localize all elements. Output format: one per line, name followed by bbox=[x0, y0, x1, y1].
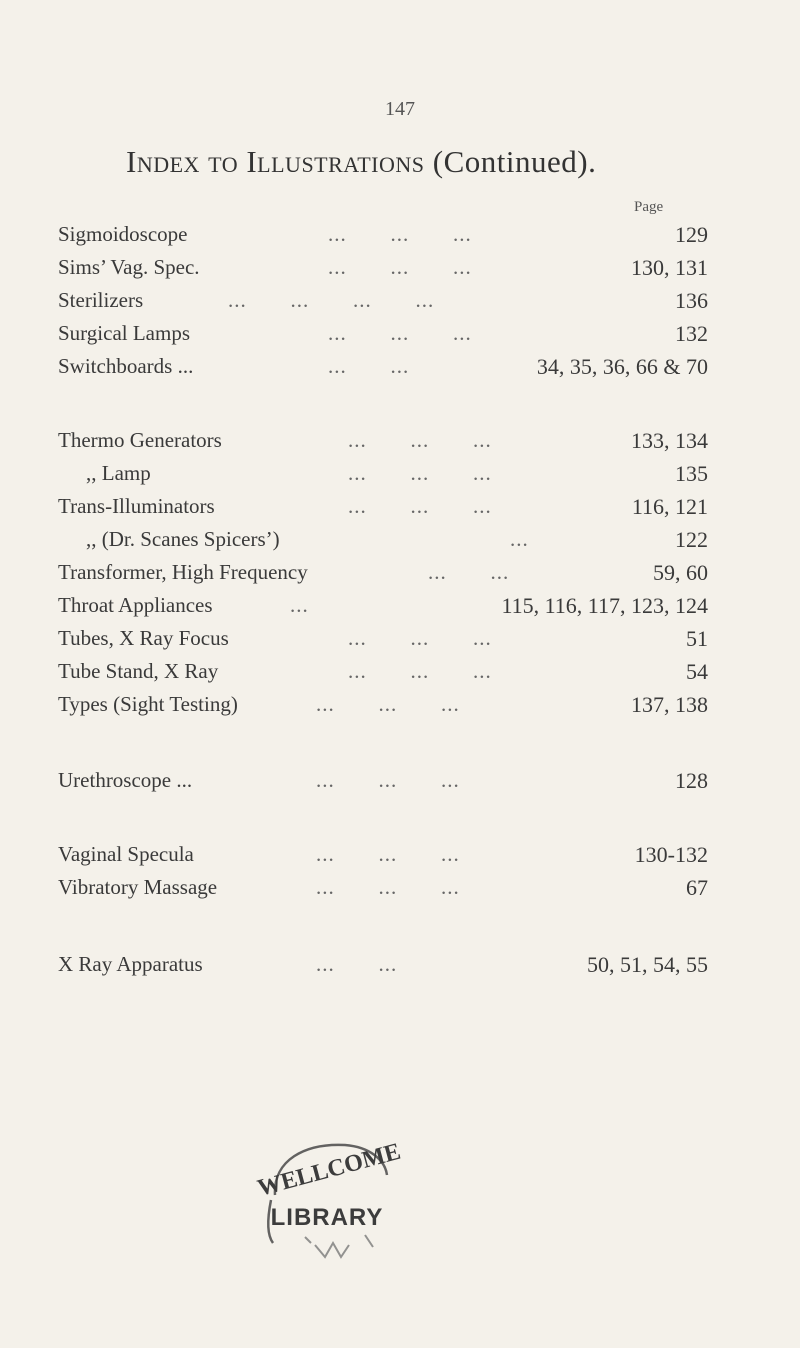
entry-name: Urethroscope ... bbox=[58, 768, 193, 792]
index-entry bbox=[58, 626, 708, 656]
index-entry bbox=[58, 692, 708, 722]
entry-pages: 129 bbox=[675, 222, 708, 247]
entry-name: ,, Lamp bbox=[86, 461, 151, 485]
index-entry bbox=[58, 527, 708, 557]
index-entry bbox=[58, 255, 708, 285]
index-entry bbox=[58, 593, 708, 623]
leader-dots: ... ... ... bbox=[316, 875, 460, 899]
index-entry bbox=[58, 560, 708, 590]
leader-dots: ... ... ... bbox=[328, 255, 472, 279]
index-entry bbox=[58, 321, 708, 351]
leader-dots: ... ... ... bbox=[348, 494, 492, 518]
leader-dots: ... bbox=[290, 593, 309, 617]
page-title bbox=[126, 144, 596, 180]
entry-name: Vaginal Specula bbox=[58, 842, 194, 866]
entry-pages: 116, 121 bbox=[631, 494, 708, 519]
entry-name: Thermo Generators bbox=[58, 428, 222, 452]
title-main: Index to Illustrations bbox=[126, 144, 425, 179]
entry-pages: 51 bbox=[686, 626, 708, 651]
entry-name: Surgical Lamps bbox=[58, 321, 191, 345]
entry-pages: 122 bbox=[675, 527, 708, 552]
entry-pages: 59, 60 bbox=[653, 560, 708, 585]
leader-dots: ... ... bbox=[428, 560, 510, 584]
entry-pages: 130, 131 bbox=[631, 255, 708, 280]
entry-name: Trans-Illuminators bbox=[58, 494, 215, 518]
entry-name: Sims’ Vag. Spec. bbox=[58, 255, 200, 279]
entry-pages: 130-132 bbox=[634, 842, 708, 867]
index-entry bbox=[58, 659, 708, 689]
entry-name: Switchboards ... bbox=[58, 354, 194, 378]
index-entry bbox=[58, 842, 708, 872]
leader-dots: ... ... bbox=[316, 952, 398, 976]
leader-dots: ... bbox=[510, 527, 529, 551]
page-number: 147 bbox=[385, 98, 415, 120]
leader-dots: ... ... bbox=[328, 354, 410, 378]
index-entry bbox=[58, 461, 708, 491]
library-stamp-icon bbox=[245, 1125, 405, 1265]
index-entry bbox=[58, 288, 708, 318]
page-column-label: Page bbox=[634, 199, 664, 215]
leader-dots: ... ... ... bbox=[316, 768, 460, 792]
entry-pages: 132 bbox=[675, 321, 708, 346]
entry-name: Types (Sight Testing) bbox=[58, 692, 238, 716]
index-entry bbox=[58, 768, 708, 798]
entry-name: Sigmoidoscope bbox=[58, 222, 188, 246]
entry-pages: 54 bbox=[686, 659, 708, 684]
entry-name: ,, (Dr. Scanes Spicers’) bbox=[86, 527, 280, 551]
title-continued: (Continued). bbox=[432, 144, 597, 179]
entry-pages: 34, 35, 36, 66 & 70 bbox=[536, 354, 708, 379]
entry-name: Throat Appliances bbox=[58, 593, 213, 617]
leader-dots: ... ... ... bbox=[348, 428, 492, 452]
entry-name: Tubes, X Ray Focus bbox=[58, 626, 229, 650]
entry-pages: 133, 134 bbox=[631, 428, 708, 453]
entry-pages: 136 bbox=[675, 288, 708, 313]
index-entry bbox=[58, 494, 708, 524]
index-entry bbox=[58, 354, 708, 384]
entry-pages: 137, 138 bbox=[631, 692, 708, 717]
entry-pages: 135 bbox=[675, 461, 708, 486]
svg-text:WELLCOME: WELLCOME bbox=[254, 1138, 404, 1202]
entry-name: Sterilizers bbox=[58, 288, 144, 312]
leader-dots: ... ... ... bbox=[348, 461, 492, 485]
leader-dots: ... ... ... bbox=[316, 842, 460, 866]
leader-dots: ... ... ... bbox=[328, 321, 472, 345]
index-entry bbox=[58, 428, 708, 458]
entry-pages: 50, 51, 54, 55 bbox=[587, 952, 708, 977]
leader-dots: ... ... ... bbox=[328, 222, 472, 246]
index-entry bbox=[58, 222, 708, 252]
entry-name: Tube Stand, X Ray bbox=[58, 659, 219, 683]
svg-text:LIBRARY: LIBRARY bbox=[270, 1204, 384, 1231]
entry-pages: 128 bbox=[675, 768, 708, 793]
entry-name: Transformer, High Frequency bbox=[58, 560, 308, 584]
entry-name: Vibratory Massage bbox=[58, 875, 218, 899]
index-entry bbox=[58, 875, 708, 905]
entry-pages: 115, 116, 117, 123, 124 bbox=[501, 593, 708, 618]
leader-dots: ... ... ... bbox=[348, 626, 492, 650]
index-entry bbox=[58, 952, 708, 982]
leader-dots: ... ... ... bbox=[348, 659, 492, 683]
leader-dots: ... ... ... ... bbox=[228, 288, 435, 312]
leader-dots: ... ... ... bbox=[316, 692, 460, 716]
entry-name: X Ray Apparatus bbox=[58, 952, 203, 976]
entry-pages: 67 bbox=[686, 875, 708, 900]
